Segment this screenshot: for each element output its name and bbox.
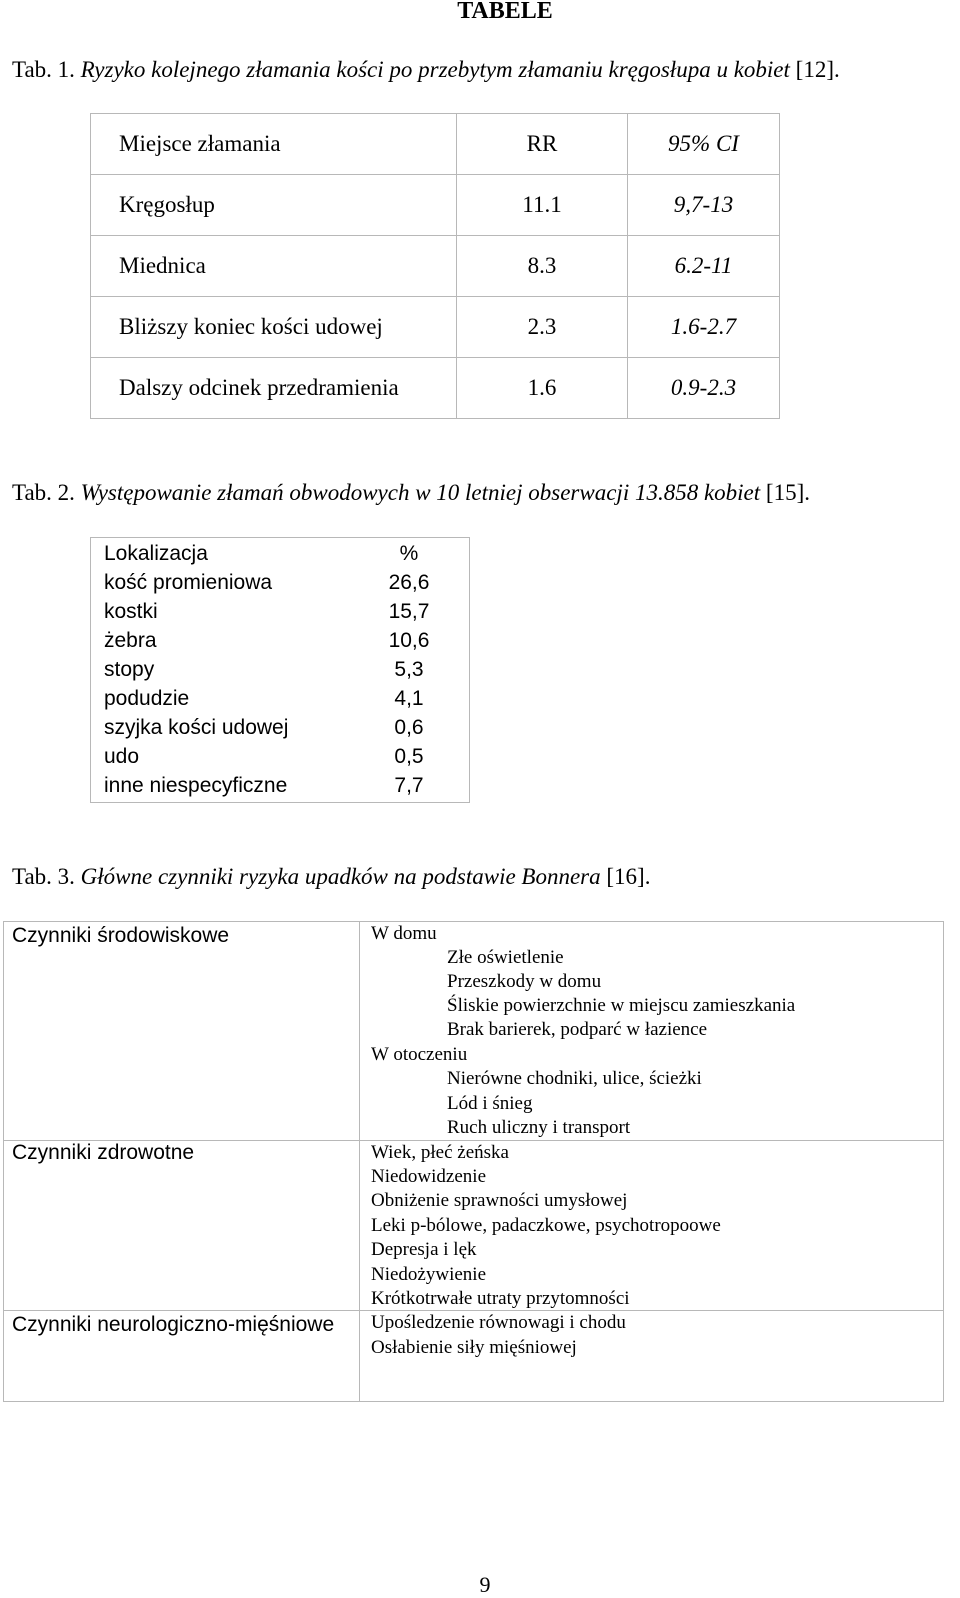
table-cell: 1.6-2.7 [628,297,780,358]
list-item: Przeszkody w domu [447,971,602,992]
header-cell: Miejsce złamania [91,114,457,175]
table-cell: 2.3 [457,297,628,358]
list-item: Upośledzenie równowagi i chodu [371,1312,626,1333]
table-row [91,626,469,655]
table-row [91,742,469,771]
category-label: Czynniki zdrowotne [12,1141,195,1164]
list-item: Niedożywienie [371,1264,487,1285]
table-cell: szyjka kości udowej [104,716,289,739]
tab3-ref: [16]. [606,864,651,889]
tab3-title: Główne czynniki ryzyka upadków na podstawie Bonnera [80,864,601,889]
table-cell: 0,5 [394,745,424,768]
table-cell: 5,3 [394,658,424,681]
table-1 [90,113,780,419]
table-header-row [91,539,469,568]
list-item: Lód i śnieg [447,1093,533,1114]
table-row [91,358,780,419]
table-cell: 15,7 [388,600,430,623]
header-cell: Lokalizacja [104,542,208,565]
table-cell: stopy [104,658,155,681]
list-item: Krótkotrwałe utraty przytomności [371,1288,630,1309]
list-item: Wiek, płeć żeńska [371,1142,509,1163]
table-3 [3,921,944,1402]
table-cell: kostki [104,600,158,623]
list-item: Depresja i lęk [371,1239,477,1260]
table-header-row [91,114,780,175]
tab1-title: Ryzyko kolejnego złamania kości po przebytym złamaniu kręgosłupa u kobiet [80,57,790,82]
table-cell: 26,6 [388,571,430,594]
table-row [91,175,780,236]
list-item: Leki p-bólowe, padaczkowe, psychotropoowe [371,1215,721,1236]
table-cell: 1.6 [457,358,628,419]
tab3-caption [12,864,650,890]
table-cell: Miednica [91,236,457,297]
table-row [91,771,469,800]
list-item: Osłabienie siły mięśniowej [371,1337,577,1358]
table-cell: Dalszy odcinek przedramienia [91,358,457,419]
table-cell: udo [104,745,140,768]
table-row [91,236,780,297]
table-cell: 8.3 [457,236,628,297]
page-number: 9 [479,1572,491,1597]
table-cell: 0,6 [394,716,424,739]
tab2-caption [12,480,810,506]
tab1-label: Tab. 1. [12,57,75,82]
table-row [91,713,469,742]
table-cell: 4,1 [394,687,424,710]
table-row [91,568,469,597]
list-item: Obniżenie sprawności umysłowej [371,1190,628,1211]
table-cell: 11.1 [457,175,628,236]
header-cell: % [399,542,419,565]
table-cell: 6.2-11 [628,236,780,297]
category-label: Czynniki środowiskowe [12,924,230,947]
tab3-label: Tab. 3. [12,864,75,889]
table-cell: 0.9-2.3 [628,358,780,419]
list-item: Złe oświetlenie [447,947,564,968]
table-row [91,597,469,626]
table-row [91,684,469,713]
table-cell: 9,7-13 [628,175,780,236]
list-item: W otoczeniu [371,1044,468,1065]
table-cell: inne niespecyficzne [104,774,288,797]
list-item: Śliskie powierzchnie w miejscu zamieszkania [447,995,796,1016]
tab2-ref: [15]. [765,480,810,505]
table-row [91,655,469,684]
table-cell: żebra [104,629,157,652]
table-2 [90,537,470,803]
list-item: Ruch uliczny i transport [447,1117,631,1138]
list-item: Brak barierek, podparć w łazience [447,1019,708,1040]
table-row [91,297,780,358]
list-item: W domu [371,923,437,944]
table-cell: Kręgosłup [91,175,457,236]
table-cell: Bliższy koniec kości udowej [91,297,457,358]
category-label: Czynniki neurologiczno-mięśniowe [12,1313,335,1336]
table-cell: 10,6 [388,629,430,652]
tab2-title: Występowanie złamań obwodowych w 10 letniej obserwacji 13.858 kobiet [80,480,761,505]
tab1-ref: [12]. [795,57,840,82]
header-cell: 95% CI [628,114,780,175]
header-cell: RR [457,114,628,175]
tab1-caption [12,57,840,83]
table-cell: 7,7 [394,774,424,797]
table-cell: podudzie [104,687,190,710]
list-item: Niedowidzenie [371,1166,487,1187]
column-divider [359,922,360,1401]
page-heading: TABELE [457,0,553,24]
list-item: Nierówne chodniki, ulice, ścieżki [447,1068,702,1089]
table-cell: kość promieniowa [104,571,273,594]
tab2-label: Tab. 2. [12,480,75,505]
